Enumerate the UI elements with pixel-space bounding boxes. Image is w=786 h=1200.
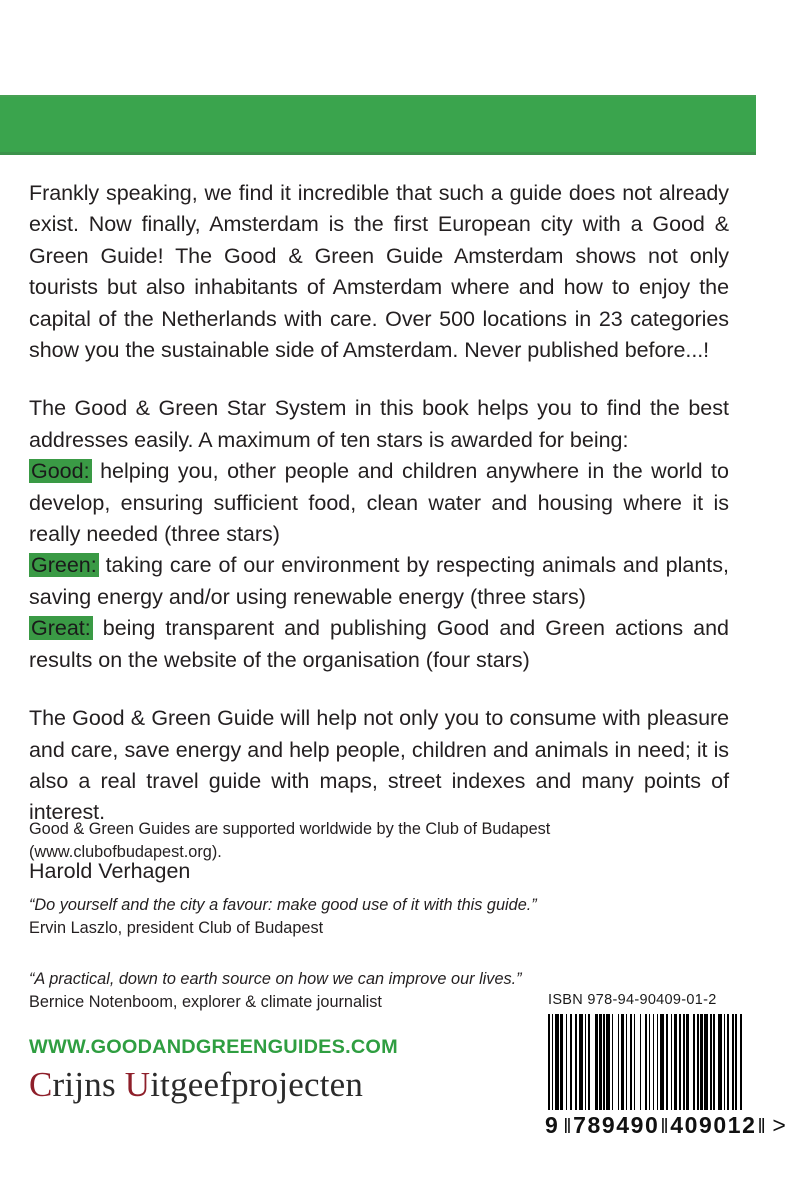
barcode-bars <box>548 1014 744 1110</box>
barcode-digit-group-2: 409012 <box>670 1112 757 1138</box>
top-green-banner <box>0 95 756 155</box>
isbn-label: ISBN 978-94-90409-01-2 <box>548 992 717 1008</box>
barcode-digit-lead: 9 <box>545 1112 559 1138</box>
star-label-good: Good: <box>31 459 90 484</box>
star-system-block <box>29 393 729 676</box>
barcode-separator-3: ‖ <box>757 1116 767 1138</box>
quote-text: “Do yourself and the city a favour: make good use of it with this guide.” <box>29 896 537 914</box>
star-item-green <box>29 550 729 613</box>
star-text-green: taking care of our environment by respecting animals and plants, saving energy and/or using renewable energy (three stars) <box>29 553 729 609</box>
endorsement-quote-1 <box>29 894 729 940</box>
publisher-brand-block <box>29 1036 398 1105</box>
author-byline: Harold Verhagen <box>29 858 191 883</box>
intro-paragraph: Frankly speaking, we find it incredible that such a guide does not already exist. Now finally, Amsterdam is the first European city with a Good & Green Guide! The Good & Green Guide Amsterdam shows not only tourists but also inhabitants of Amsterdam where and how to enjoy the capital of the Netherlands with care. Over 500 locations in 23 categories show you the sustainable side of Amsterdam. Never published before...! <box>29 181 729 363</box>
star-item-great <box>29 613 729 676</box>
star-label-green: Green: <box>31 553 97 578</box>
publisher-word-crijns: rijns <box>52 1065 116 1104</box>
quote-text: “A practical, down to earth source on how we can improve our lives.” <box>29 970 522 988</box>
banner-top-edge <box>0 95 756 97</box>
banner-bottom-edge <box>0 152 756 155</box>
star-text-great: being transparent and publishing Good and Green actions and results on the website of the organisation (four stars) <box>29 616 729 672</box>
star-text-good: helping you, other people and children anywhere in the world to develop, ensuring sufficient food, clean water and housing where it is really needed (three stars) <box>29 459 729 547</box>
star-item-good <box>29 456 729 550</box>
closing-paragraph: The Good & Green Guide will help not only you to consume with pleasure and care, save energy and help people, children and animals in need; it is also a real travel guide with maps, street indexes and many points of interest. <box>29 706 729 825</box>
quote-attribution: Bernice Notenboom, explorer & climate journalist <box>29 993 382 1011</box>
publisher-word-uitgeefprojecten: itgeefprojecten <box>150 1065 364 1104</box>
publisher-initial-c: C <box>29 1065 53 1104</box>
club-of-budapest-support-line: Good & Green Guides are supported worldwide by the Club of Budapest (www.clubofbudapest.org). <box>29 820 551 861</box>
barcode-digit-group-1: 789490 <box>573 1112 660 1138</box>
quote-attribution: Ervin Laszlo, president Club of Budapest <box>29 919 324 937</box>
barcode-digits <box>545 1112 786 1139</box>
publisher-initial-u: U <box>124 1065 151 1104</box>
star-system-intro: The Good & Green Star System in this book helps you to find the best addresses easily. A maximum of ten stars is awarded for being: <box>29 396 729 452</box>
back-cover-copy <box>29 178 729 887</box>
barcode-trailing-glyph: > <box>772 1112 786 1138</box>
barcode-separator-2: ‖ <box>660 1116 670 1138</box>
publisher-name <box>29 1065 391 1105</box>
barcode-separator-1: ‖ <box>563 1116 573 1138</box>
star-label-great: Great: <box>31 616 91 641</box>
barcode-space <box>742 1014 744 1110</box>
website-url[interactable]: WWW.GOODANDGREENGUIDES.COM <box>29 1036 398 1058</box>
publisher-space <box>116 1065 125 1104</box>
isbn-barcode-block <box>545 992 786 1139</box>
